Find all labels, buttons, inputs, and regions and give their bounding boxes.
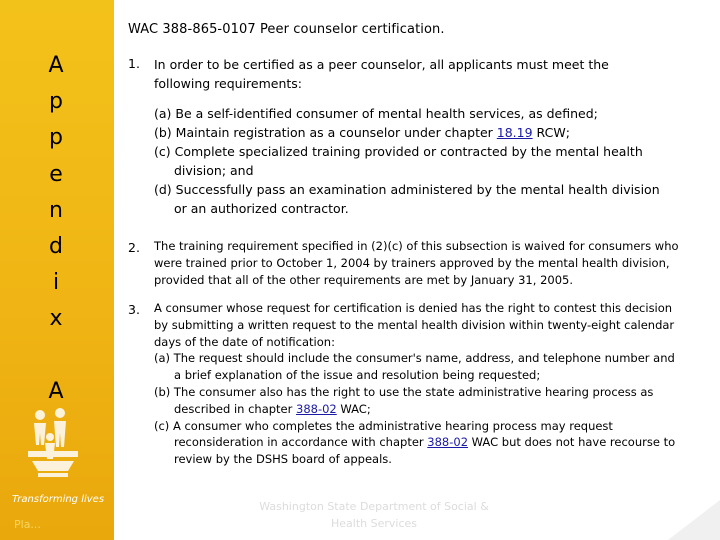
wac-388-02-link[interactable]: 388-02 xyxy=(427,435,469,450)
rcw-18-19-link[interactable]: 18.19 xyxy=(496,125,533,140)
item-3-b-text: (b) The consumer also has the right to use the state administrative hearing process as described in chapter xyxy=(154,384,654,416)
item-1-d: (d) Successfully pass an examination administered by the mental health division or an authorized contractor. xyxy=(154,182,660,216)
wac-388-02-link[interactable]: 388-02 xyxy=(296,401,337,416)
appendix-letter: x xyxy=(49,306,63,332)
footer-line-2: Health Services xyxy=(330,517,417,530)
sidebar-tagline: Transforming lives xyxy=(11,494,105,505)
item-number: 1. xyxy=(128,56,140,71)
dshs-family-logo-icon xyxy=(26,407,80,489)
appendix-letter: i xyxy=(52,270,60,296)
item-3-block xyxy=(154,300,682,468)
appendix-letter: p xyxy=(49,89,63,115)
item-1-b-suffix: RCW; xyxy=(532,125,570,140)
item-1-b-text: (b) Maintain registration as a counselor under chapter xyxy=(154,125,497,140)
appendix-letter: d xyxy=(49,233,63,259)
appendix-letter: e xyxy=(49,161,63,187)
appendix-vertical-label xyxy=(0,48,112,410)
item-3-c-suffix: WAC but does not have recourse to review by the DSHS board of appeals. xyxy=(174,435,676,467)
item-1-subitems xyxy=(154,104,674,218)
item-number: 3. xyxy=(128,302,140,317)
page-title: WAC 388-865-0107 Peer counselor certification. xyxy=(128,22,445,37)
item-3-a: (a) The request should include the consumer's name, address, and telephone number and a brief explanation of the issue and resolution being requested; xyxy=(154,351,675,383)
appendix-letter xyxy=(0,338,112,374)
sidebar-ghost-text: Pla... xyxy=(14,518,41,531)
appendix-letter: p xyxy=(49,125,63,151)
appendix-letter: n xyxy=(49,197,63,223)
item-3-lead: A consumer whose request for certification is denied has the right to contest this decision by submitting a written request to the mental health division within twenty-eight calendar days of the date of notification: xyxy=(154,301,675,349)
item-3-c-text: (c) A consumer who completes the administrative hearing process may request reconsideration in accordance with chapter xyxy=(154,418,613,450)
item-2-text: The training requirement specified in (2)(c) of this subsection is waived for consumers who were trained prior to October 1, 2004 by trainers approved by the mental health division, provided that all of the other requirements are met by January 31, 2005. xyxy=(154,239,679,287)
item-1-b xyxy=(154,123,674,142)
item-3-c xyxy=(154,418,682,468)
item-number: 2. xyxy=(128,240,140,255)
appendix-letter: A xyxy=(48,53,64,78)
item-1-lead: In order to be certified as a peer counselor, all applicants must meet the following requirements: xyxy=(154,57,609,91)
item-3-b-suffix: WAC; xyxy=(336,401,371,416)
footer-line-1: Washington State Department of Social & xyxy=(259,500,489,513)
item-1-c: (c) Complete specialized training provided or contracted by the mental health division; and xyxy=(154,144,643,178)
item-1-a: (a) Be a self-identified consumer of mental health services, as defined; xyxy=(154,106,598,121)
sidebar xyxy=(0,0,114,540)
footer-agency-name xyxy=(254,498,494,532)
item-3-b xyxy=(154,384,682,418)
page-corner-fold xyxy=(668,500,720,540)
document-body xyxy=(114,0,720,540)
appendix-suffix-letter: A xyxy=(48,378,64,404)
